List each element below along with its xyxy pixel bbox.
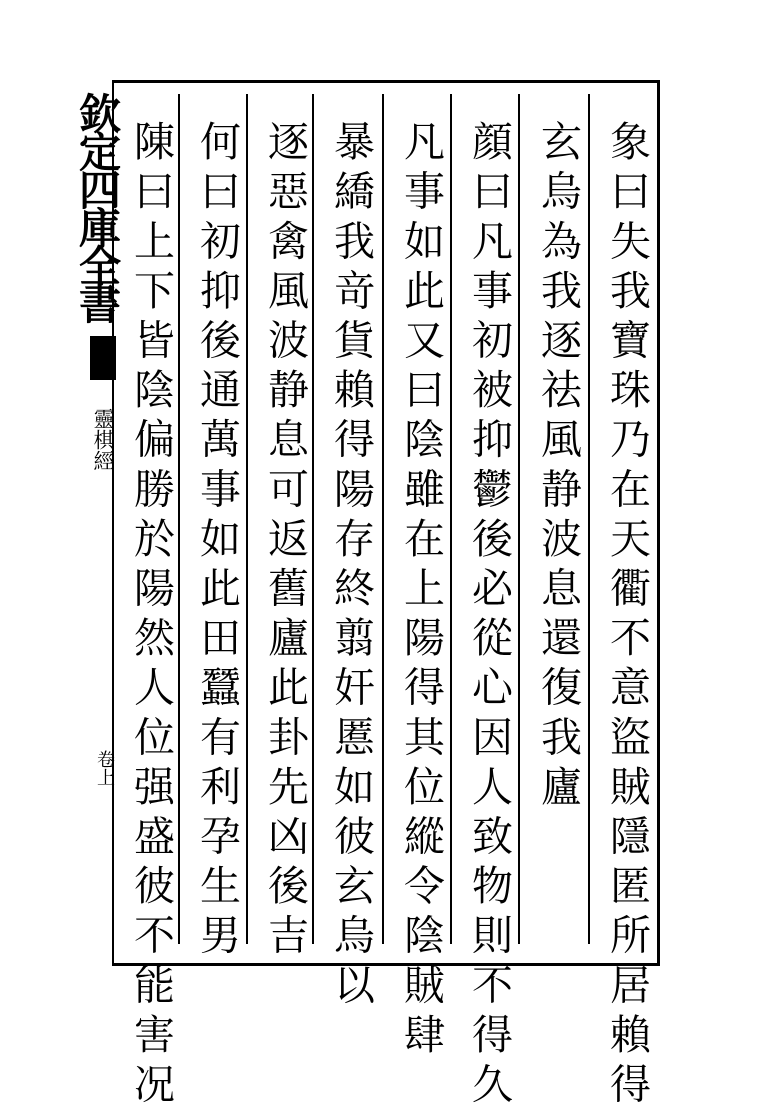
book-title: 靈棋經 xyxy=(91,408,115,471)
text-column-7: 何曰初抑後通萬事如此田蠶有利孕生男 xyxy=(193,120,241,964)
text-column-6: 逐惡禽風波静息可返舊廬此卦先凶後吉 xyxy=(261,120,309,964)
text-column-4: 凡事如此又曰陰雖在上陽得其位縱令陰賊肆 xyxy=(397,120,445,1063)
page-number: 卷上 xyxy=(94,750,115,786)
text-column-8: 陳曰上下皆陰偏勝於陽然人位强盛彼不能害况 xyxy=(127,120,175,1112)
text-column-2: 玄烏為我逐祛風静波息還復我廬 xyxy=(534,120,582,815)
fish-tail-mark xyxy=(90,336,116,380)
text-column-5: 暴繑我竒貨賴得陽存終翦奸慝如彼玄烏以 xyxy=(327,120,375,1013)
column-rule xyxy=(382,94,384,944)
column-rule xyxy=(588,94,590,944)
text-column-3: 顔曰凡事初被抑鬱後必從心因人致物則不得久 xyxy=(465,120,513,1112)
collection-title: 欽定四庫全書 xyxy=(73,92,122,320)
text-column-1: 象曰失我寶珠乃在天衢不意盜賊隱匿所居賴得 xyxy=(603,120,651,1112)
